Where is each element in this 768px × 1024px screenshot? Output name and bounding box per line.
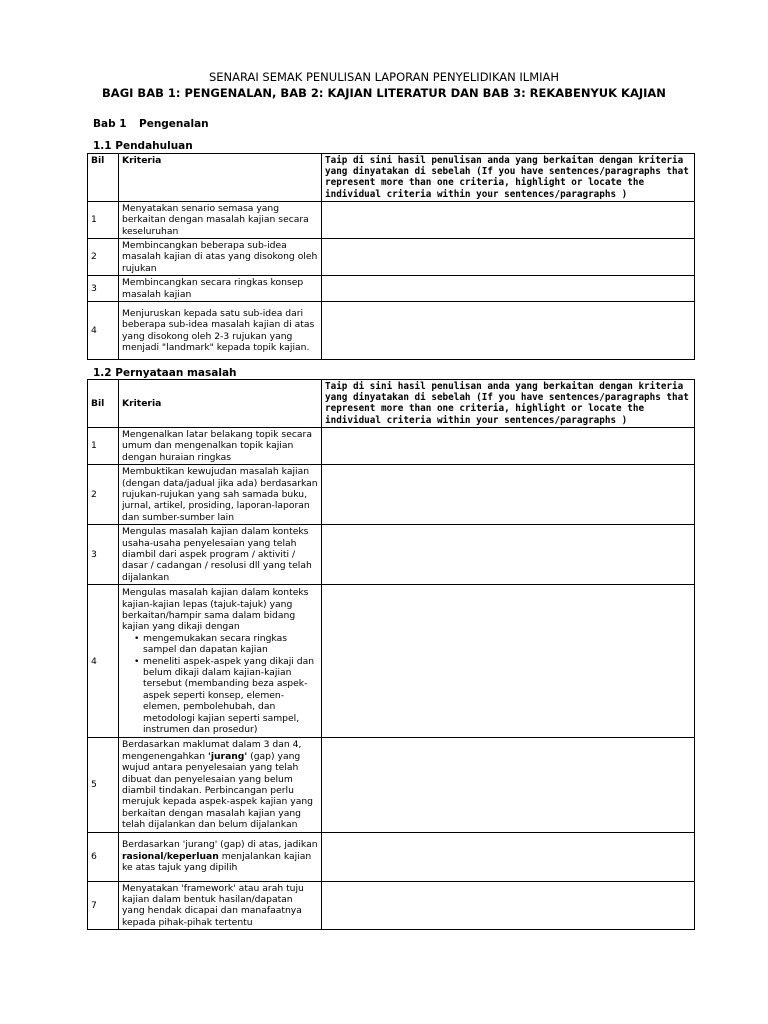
row-bil: 7 [88,881,119,930]
document-title: SENARAI SEMAK PENULISAN LAPORAN PENYELIDIKAN ILMIAH [208,70,560,84]
table-row [88,302,695,360]
row-text-before: Berdasarkan 'jurang' (gap) di atas, jadikan [122,839,318,851]
row-bil: 4 [88,585,119,738]
row-bil: 5 [88,738,119,832]
header-instruction: Taip di sini hasil penulisan anda yang berkaitan dengan kriteria yang dinyatakan di sebelah (If you have sentences/paragraphs that represent more than one criteria, highlight or locate the individual criteria within your sentences/paragraphs ) [322,154,695,202]
row-kriteria: Mengulas masalah kajian dalam konteks usaha-usaha penyelesaian yang telah diambil dari aspek program / aktiviti / dasar / cadangan / resolusi dll yang telah dijalankan [119,525,322,585]
row-bil: 2 [88,465,119,525]
row-kriteria: Menyatakan 'framework' atau arah tuju kajian dalam bentuk hasilan/dapatan yang hendak dicapai dan manafaatnya kepada pihak-pihak tertentu [119,881,322,930]
row-kriteria: Membincangkan beberapa sub-idea masalah kajian di atas yang disokong oleh rujukan [119,239,322,276]
table-row [88,832,695,881]
row-bil: 3 [88,525,119,585]
header-bil: Bil [88,154,119,202]
row-kriteria: Menjuruskan kepada satu sub-idea dari beberapa sub-idea masalah kajian di atas yang disokong oleh 2-3 rujukan yang menjadi "landmark" kepada topik kajian. [119,302,322,360]
row-bil: 6 [88,832,119,881]
row-kriteria: Membincangkan secara ringkas konsep masalah kajian [119,276,322,302]
row-text-after: (gap) yang wujud antara penyelesaian yang telah dibuat dan penyelesaian yang belum diambil tindakan. Perbincangan perlu merujuk kepada aspek-aspek kajian yang berkaitan dengan masalah kajian yang telah dijalankan dan belum dijalankan [122,750,313,831]
header-bil: Bil [88,380,119,428]
row-kriteria: Mengenalkan latar belakang topik secara umum dan mengenalkan topik kajian dengan huraian ringkas [119,428,322,465]
row-text-after: menjalankan kajian ke atas tajuk yang dipilih [122,850,312,874]
table-row [88,525,695,585]
checklist-table-pendahuluan [87,153,695,360]
answer-cell[interactable] [322,881,695,930]
row-bil: 1 [88,428,119,465]
table-row [88,428,695,465]
answer-cell[interactable] [322,585,695,738]
header-kriteria: Kriteria [119,154,322,202]
row-kriteria [119,832,322,881]
table-row [88,585,695,738]
bullet-item: • mengemukakan secara ringkas sampel dan dapatan kajian [134,633,318,656]
answer-cell[interactable] [322,525,695,585]
answer-cell[interactable] [322,832,695,881]
answer-cell[interactable] [322,428,695,465]
row-bil: 2 [88,239,119,276]
row-text-before: Berdasarkan maklumat dalam 3 dan 4, mengenengahkan [122,739,302,762]
answer-cell[interactable] [322,201,695,238]
answer-cell[interactable] [322,738,695,832]
header-kriteria: Kriteria [119,380,322,428]
chapter-name: Pengenalan [139,118,209,130]
row-bil: 3 [88,276,119,302]
row-bil: 1 [88,201,119,238]
row-kriteria: Membuktikan kewujudan masalah kajian (dengan data/jadual jika ada) berdasarkan rujukan-rujukan yang sah samada buku, jurnal, artikel, prosiding, laporan-laporan dan sumber-sumber lain [119,465,322,525]
row-kriteria [119,738,322,832]
answer-cell[interactable] [322,276,695,302]
table-header-row [88,380,695,428]
chapter-label: Bab 1 [93,118,127,130]
row-kriteria: Menyatakan senario semasa yang berkaitan dengan masalah kajian secara keseluruhan [119,201,322,238]
answer-cell[interactable] [322,465,695,525]
answer-cell[interactable] [322,239,695,276]
table-row [88,738,695,832]
table-row [88,239,695,276]
chapter-heading [93,118,209,130]
row-kriteria [119,585,322,738]
section-heading-pernyataan-masalah: 1.2 Pernyataan masalah [93,367,237,379]
answer-cell[interactable] [322,302,695,360]
row-bil: 4 [88,302,119,360]
table-row [88,465,695,525]
row-bold-term: 'jurang' [208,750,248,762]
table-row [88,276,695,302]
table-row [88,201,695,238]
row-bold-term: rasional/keperluan [122,850,219,862]
row-kriteria-intro: Mengulas masalah kajian dalam konteks kajian-kajian lepas (tajuk-tajuk) yang berkaitan/hampir sama dalam bidang kajian yang dikaji dengan [122,587,309,633]
bullet-item: • meneliti aspek-aspek yang dikaji dan belum dikaji dalam kajian-kajian tersebut (membanding beza aspek-aspek seperti konsep, elemen-elemen, pembolehubah, dan metodologi kajian seperti sampel, instrumen dan prosedur) [134,656,318,736]
header-instruction: Taip di sini hasil penulisan anda yang berkaitan dengan kriteria yang dinyatakan di sebelah (If you have sentences/paragraphs that represent more than one criteria, highlight or locate the individual criteria within your sentences/paragraphs ) [322,380,695,428]
document-subtitle: BAGI BAB 1: PENGENALAN, BAB 2: KAJIAN LITERATUR DAN BAB 3: REKABENYUK KAJIAN [102,86,666,100]
table-row [88,881,695,930]
table-header-row [88,154,695,202]
section-heading-pendahuluan: 1.1 Pendahuluan [93,140,193,152]
checklist-table-pernyataan-masalah [87,379,695,930]
criteria-bullet-list [122,633,318,736]
